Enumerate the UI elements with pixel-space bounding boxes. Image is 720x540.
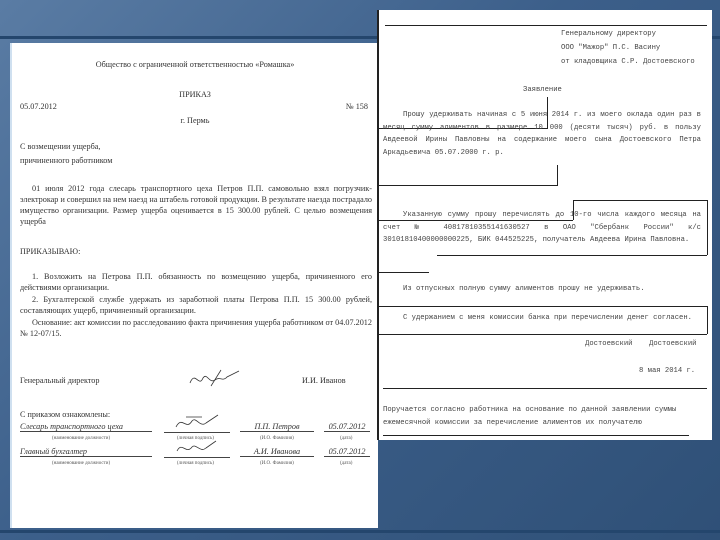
- statement-title: Заявление: [523, 86, 562, 94]
- order-item-2: 2. Бухгалтерской службе удержать из заработной платы Петрова П.П. 15 300.00 рублей, составляющих ущерб, причиненный организации.: [20, 295, 372, 315]
- caption-sign-2: (личная подпись): [177, 461, 214, 466]
- subject-line-2: причиненного работником: [20, 156, 113, 165]
- statement-para-1: Прошу удерживать начиная с 5 июня 2014 г. из моего оклада один раз в месяц сумму алиментов в размере 10 000 (десяти тысяч) руб. в пользу Авдеевой Ирины Павловны на содержание моего сына Достоевского Петра Аркадьевича 05.07.2000 г. р.: [383, 111, 701, 157]
- order-number: № 158: [345, 102, 368, 111]
- caption-sign: (личная подпись): [177, 436, 214, 441]
- ack-position-1: Слесарь транспортного цеха: [20, 422, 152, 432]
- caption-position-2: (наименование должности): [52, 461, 111, 466]
- applicant-name: Достоевский: [649, 340, 697, 348]
- ack-position-2: Главный бухгалтер: [20, 447, 152, 457]
- ack-signature-1: [172, 413, 222, 433]
- addressee-3: от кладовщика С.Р. Достоевского: [561, 58, 695, 66]
- statement-para-2: Указанную сумму прошу перечислять до 10-го числа каждого месяца на счет № 40817810355141630527 в ОАО "Сбербанк России" к/с 30101810400000000225, БИК 044525225, получатель Авдеева Ирина Павловна.: [383, 211, 701, 244]
- order-date: 05.07.2012: [20, 102, 57, 111]
- subject-line-1: С возмещении ущерба,: [20, 142, 101, 151]
- order-basis: Основание: акт комиссии по расследованию факта причинения ущерба работником от 04.07.2012 № 12-07/15.: [20, 318, 372, 338]
- order-body: 01 июля 2012 года слесарь транспортного цеха Петров П.П. самовольно взял погрузчик-электрокар и совершил на нем наезд на штабель готовой продукции. В результате наезда пострадало имущество организации. Размер ущерба оценивается в 15 300.00 рублей. С целью возмещения ущерба: [20, 184, 372, 226]
- statement-para-4: С удержанием с меня комиссии банка при перечислении денег согласен.: [403, 314, 692, 322]
- caption-position: (наименование должности): [52, 436, 111, 441]
- caption-name: (И.О. Фамилия): [260, 436, 294, 441]
- ack-label: С приказом ознакомлены:: [20, 410, 111, 419]
- ack-name-2: А.И. Иванова: [240, 447, 314, 457]
- applicant-signature: Достоевский: [585, 340, 633, 348]
- order-city: г. Пермь: [180, 116, 210, 125]
- org-name: Общество с ограниченной ответственностью «Ромашка»: [95, 60, 295, 69]
- addressee-2: ООО "Мажор" П.С. Васину: [561, 44, 661, 52]
- ack-name-1: П.П. Петров: [240, 422, 314, 432]
- statement-document: [377, 10, 712, 440]
- caption-name-2: (И.О. Фамилия): [260, 461, 294, 466]
- ack-sign-line-2: [164, 457, 230, 458]
- ack-date-1: 05.07.2012: [324, 422, 370, 432]
- order-item-1: 1. Возложить на Петрова П.П. обязанность по возмещению ущерба, причиненного его действиями организации.: [20, 272, 372, 292]
- resolution-note: Поручается согласно работника на основание по данной заявлении суммы ежемесячной комиссии за перечисление алиментов их получателю: [383, 406, 677, 427]
- caption-date-2: (дата): [340, 461, 353, 466]
- ack-date-2: 05.07.2012: [324, 447, 370, 457]
- statement-date: 8 мая 2014 г.: [639, 367, 696, 375]
- order-word: ПРИКАЗЫВАЮ:: [20, 247, 81, 256]
- ack-signature-2: [174, 439, 219, 457]
- addressee-1: Генеральному директору: [561, 30, 656, 38]
- director-name: И.И. Иванов: [302, 376, 346, 385]
- order-title: ПРИКАЗ: [179, 90, 211, 99]
- statement-para-3: Из отпускных полную сумму алиментов прошу не удерживать.: [403, 285, 645, 293]
- director-title: Генеральный директор: [20, 376, 100, 385]
- caption-date: (дата): [340, 436, 353, 441]
- director-signature: [187, 368, 242, 390]
- order-document: [10, 43, 378, 528]
